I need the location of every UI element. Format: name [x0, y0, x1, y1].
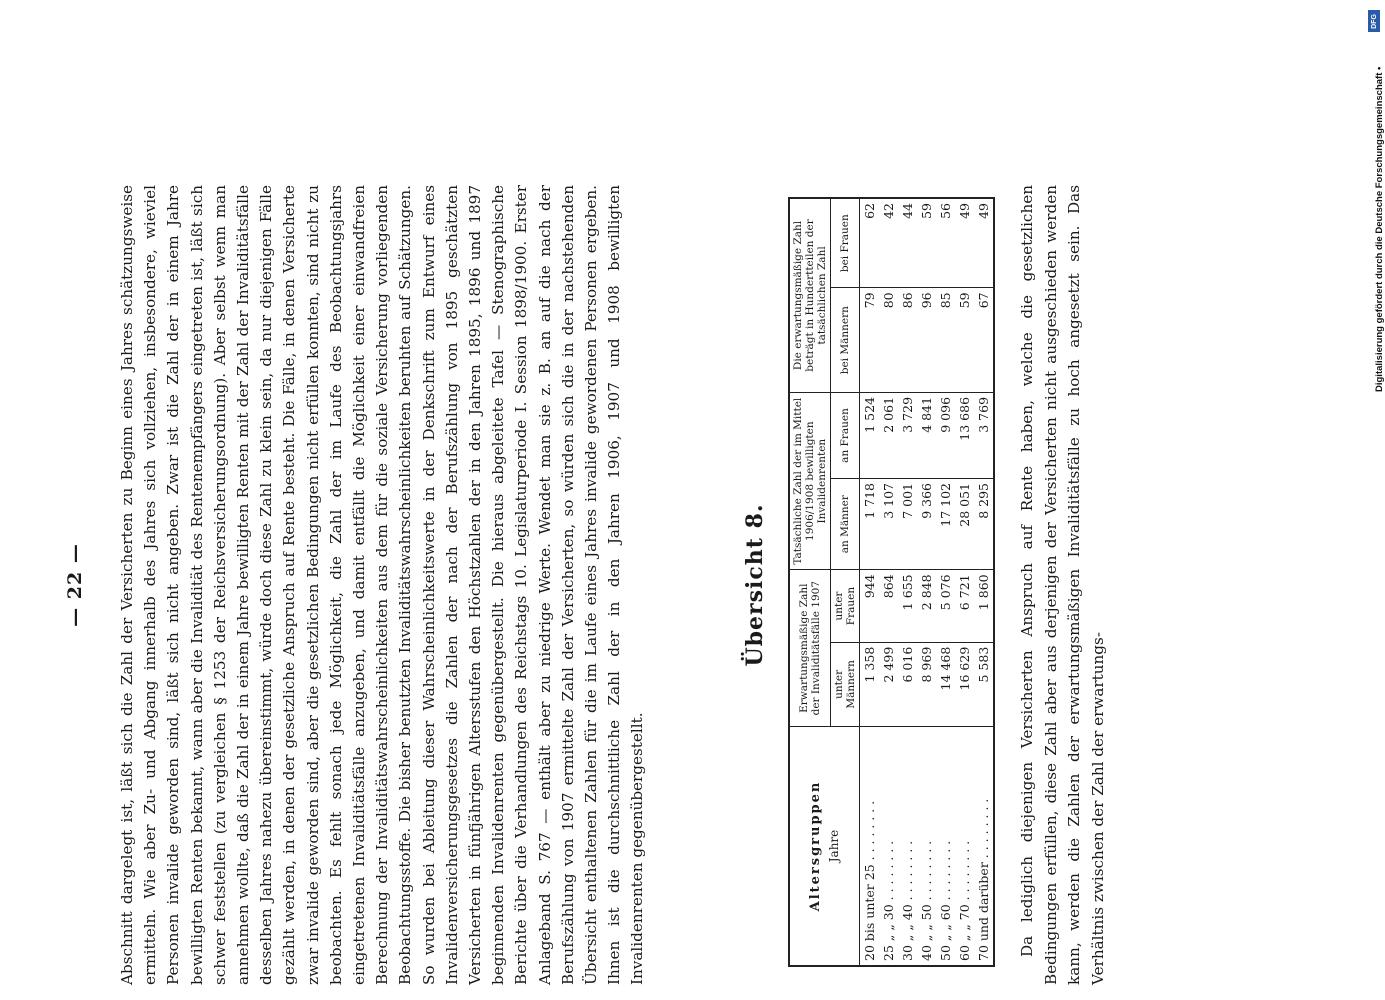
section-title: Übersicht 8. — [742, 503, 768, 667]
age-cell: 30 „ „ 40 . . . . . . . . — [898, 727, 917, 967]
act-men-cell: 1 718 — [860, 479, 880, 570]
table-row — [955, 198, 974, 966]
act-women-cell: 3 769 — [974, 392, 994, 478]
header-age-group — [789, 727, 860, 967]
age-cell: 60 „ „ 70 . . . . . . . . — [955, 727, 974, 967]
exp-women-cell: 864 — [879, 570, 898, 642]
table-row — [974, 198, 994, 966]
page-number: — 22 — — [64, 543, 86, 627]
act-women-cell: 13 686 — [955, 392, 974, 478]
exp-men-cell: 2 499 — [879, 642, 898, 726]
act-women-cell: 3 729 — [898, 392, 917, 478]
overview-table — [788, 197, 995, 967]
age-cell: 40 „ „ 50 . . . . . . . . — [917, 727, 936, 967]
age-cell: 50 „ „ 60 . . . . . . . . — [936, 727, 955, 967]
exp-men-cell: 6 016 — [898, 642, 917, 726]
exp-women-cell: 1 655 — [898, 570, 917, 642]
digitization-credit: Digitalisierung gefördert durch die Deutsche Forschungsgemeinschaft • — [1374, 66, 1385, 392]
rat-women-cell: 56 — [936, 198, 955, 288]
exp-men-cell: 16 629 — [955, 642, 974, 726]
dfg-logo-text: DFG — [1370, 13, 1378, 29]
table-row — [879, 198, 898, 966]
exp-women-cell: 1 860 — [974, 570, 994, 642]
header-exp-men: unter Männern — [831, 642, 860, 726]
rat-women-cell: 62 — [860, 198, 880, 288]
rat-women-cell: 59 — [917, 198, 936, 288]
age-cell: 70 und darüber . . . . . . . . — [974, 727, 994, 967]
rat-men-cell: 59 — [955, 288, 974, 393]
header-rat-women: bei Frauen — [831, 198, 860, 288]
header-exp-women: unter Frauen — [831, 570, 860, 642]
header-act-men: an Männer — [831, 479, 860, 570]
exp-women-cell: 6 721 — [955, 570, 974, 642]
act-women-cell: 9 096 — [936, 392, 955, 478]
exp-men-cell: 8 969 — [917, 642, 936, 726]
header-expected: Erwartungsmäßige Zahl der Invaliditätsfälle 1907 — [789, 570, 831, 727]
table-row — [860, 198, 880, 966]
act-women-cell: 1 524 — [860, 392, 880, 478]
table-row — [898, 198, 917, 966]
rotated-page — [64, 185, 1126, 985]
act-men-cell: 28 051 — [955, 479, 974, 570]
act-women-cell: 2 061 — [879, 392, 898, 478]
dfg-logo — [1368, 10, 1380, 32]
table-row — [917, 198, 936, 966]
age-cell: 20 bis unter 25 . . . . . . . . — [860, 727, 880, 967]
exp-women-cell: 5 076 — [936, 570, 955, 642]
rat-men-cell: 80 — [879, 288, 898, 393]
rat-men-cell: 86 — [898, 288, 917, 393]
header-ratio: Die erwartungsmäßige Zahl beträgt in Hundertteilen der tatsächlichen Zahl — [789, 198, 831, 392]
rat-men-cell: 67 — [974, 288, 994, 393]
act-men-cell: 3 107 — [879, 479, 898, 570]
header-age-group-label: Altersgruppen — [807, 780, 823, 912]
rat-men-cell: 96 — [917, 288, 936, 393]
header-act-women: an Frauen — [831, 392, 860, 478]
exp-men-cell: 14 468 — [936, 642, 955, 726]
paragraph-1: Abschnitt dargelegt ist, läßt sich die Zahl der Versicherten zu Beginn eines Jahres schätzungsweise ermitteln. Wie aber Zu- und Abgang innerhalb des Jahres sich vollziehen, insbesondere, wieviel Personen invalide geworden sind, läßt sich nicht angeben. Zwar ist die Zahl der in einem Jahre bewilligten Renten bekannt, wann aber die Invalidität des Rentenempfängers eingetreten ist, läßt sich schwer feststellen (zu vergleichen § 1253 der Reichsversicherungsordnung). Aber selbst wenn man annehmen wollte, daß die Zahl der in einem Jahre bewilligten Renten mit der Zahl der Invaliditätsfälle desselben Jahres nahezu übereinstimmt, würde doch diese Zahl zu klein sein, da nur diejenigen Fälle gezählt werden, in denen der gesetzliche Anspruch auf Rente besteht. Die Fälle, in denen Versicherte zwar invalide geworden sind, aber die gesetzlichen Bedingungen nicht erfüllen konnten, sind nicht zu beobachten. Es fehlt sonach jede Möglichkeit, die Zahl der im Laufe des Beobachtungsjahrs eingetretenen Invaliditätsfälle anzugeben, und damit entfällt die Möglichkeit einer einwandfreien Berechnung der Invaliditätswahrscheinlichkeiten aus dem für die soziale Versicherung vorliegenden Beobachtungsstoffe. Die bisher benutzten Invaliditätswahrscheinlichkeiten beruhten auf Schätzungen. So wurden bei Ableitung dieser Wahrscheinlichkeitswerte in der Denkschrift zum Entwurf eines Invalidenversicherungsgesetzes die Zahlen der nach der Berufszählung von 1895 geschätzten Versicherten in fünfjährigen Altersstufen den Höchstzahlen der in den Jahren 1895, 1896 und 1897 beginnenden Invalidenrenten gegenübergestellt. Die hieraus abgeleitete Tafel — Stenographische Berichte über die Verhandlungen des Reichstags 10. Legislaturperiode I. Session 1898/1900. Erster Anlageband S. 767 — enthält aber zu niedrige Werte. Wendet man sie z. B. an auf die nach der Berufszählung von 1907 ermittelte Zahl der Versicherten, so würden sich die in der nachstehenden Übersicht enthaltenen Zahlen für die im Laufe eines Jahres invalide gewordenen Personen ergeben. Ihnen ist die durchschnittliche Zahl der in den Jahren 1906, 1907 und 1908 bewilligten Invalidenrenten gegenübergestellt. — [118, 185, 647, 985]
exp-men-cell: 1 358 — [860, 642, 880, 726]
rat-men-cell: 79 — [860, 288, 880, 393]
rat-men-cell: 85 — [936, 288, 955, 393]
act-men-cell: 8 295 — [974, 479, 994, 570]
exp-women-cell: 944 — [860, 570, 880, 642]
header-actual: Tatsächliche Zahl der im Mittel 1906/1908 bewilligten Invalidenrenten — [789, 392, 831, 569]
rat-women-cell: 44 — [898, 198, 917, 288]
act-women-cell: 4 841 — [917, 392, 936, 478]
rat-women-cell: 49 — [955, 198, 974, 288]
rat-women-cell: 42 — [879, 198, 898, 288]
act-men-cell: 7 001 — [898, 479, 917, 570]
header-age-sub-label: Jahre — [826, 829, 841, 863]
age-cell: 25 „ „ 30 . . . . . . . . — [879, 727, 898, 967]
act-men-cell: 17 102 — [936, 479, 955, 570]
exp-women-cell: 2 848 — [917, 570, 936, 642]
paragraph-2: Da lediglich diejenigen Versicherten Anspruch auf Rente haben, welche die gesetzlichen Bedingungen erfüllen, diese Zahl aber aus derjenigen der Versicherten nicht ausgeschieden werden kann, werden die Zahlen der erwartungsmäßigen Invaliditätsfälle zu hoch angesetzt sein. Das Verhältnis zwischen der Zahl der erwartungs- — [1018, 185, 1107, 985]
table-row — [936, 198, 955, 966]
rat-women-cell: 49 — [974, 198, 994, 288]
header-rat-men: bei Männern — [831, 288, 860, 393]
act-men-cell: 9 366 — [917, 479, 936, 570]
exp-men-cell: 5 583 — [974, 642, 994, 726]
